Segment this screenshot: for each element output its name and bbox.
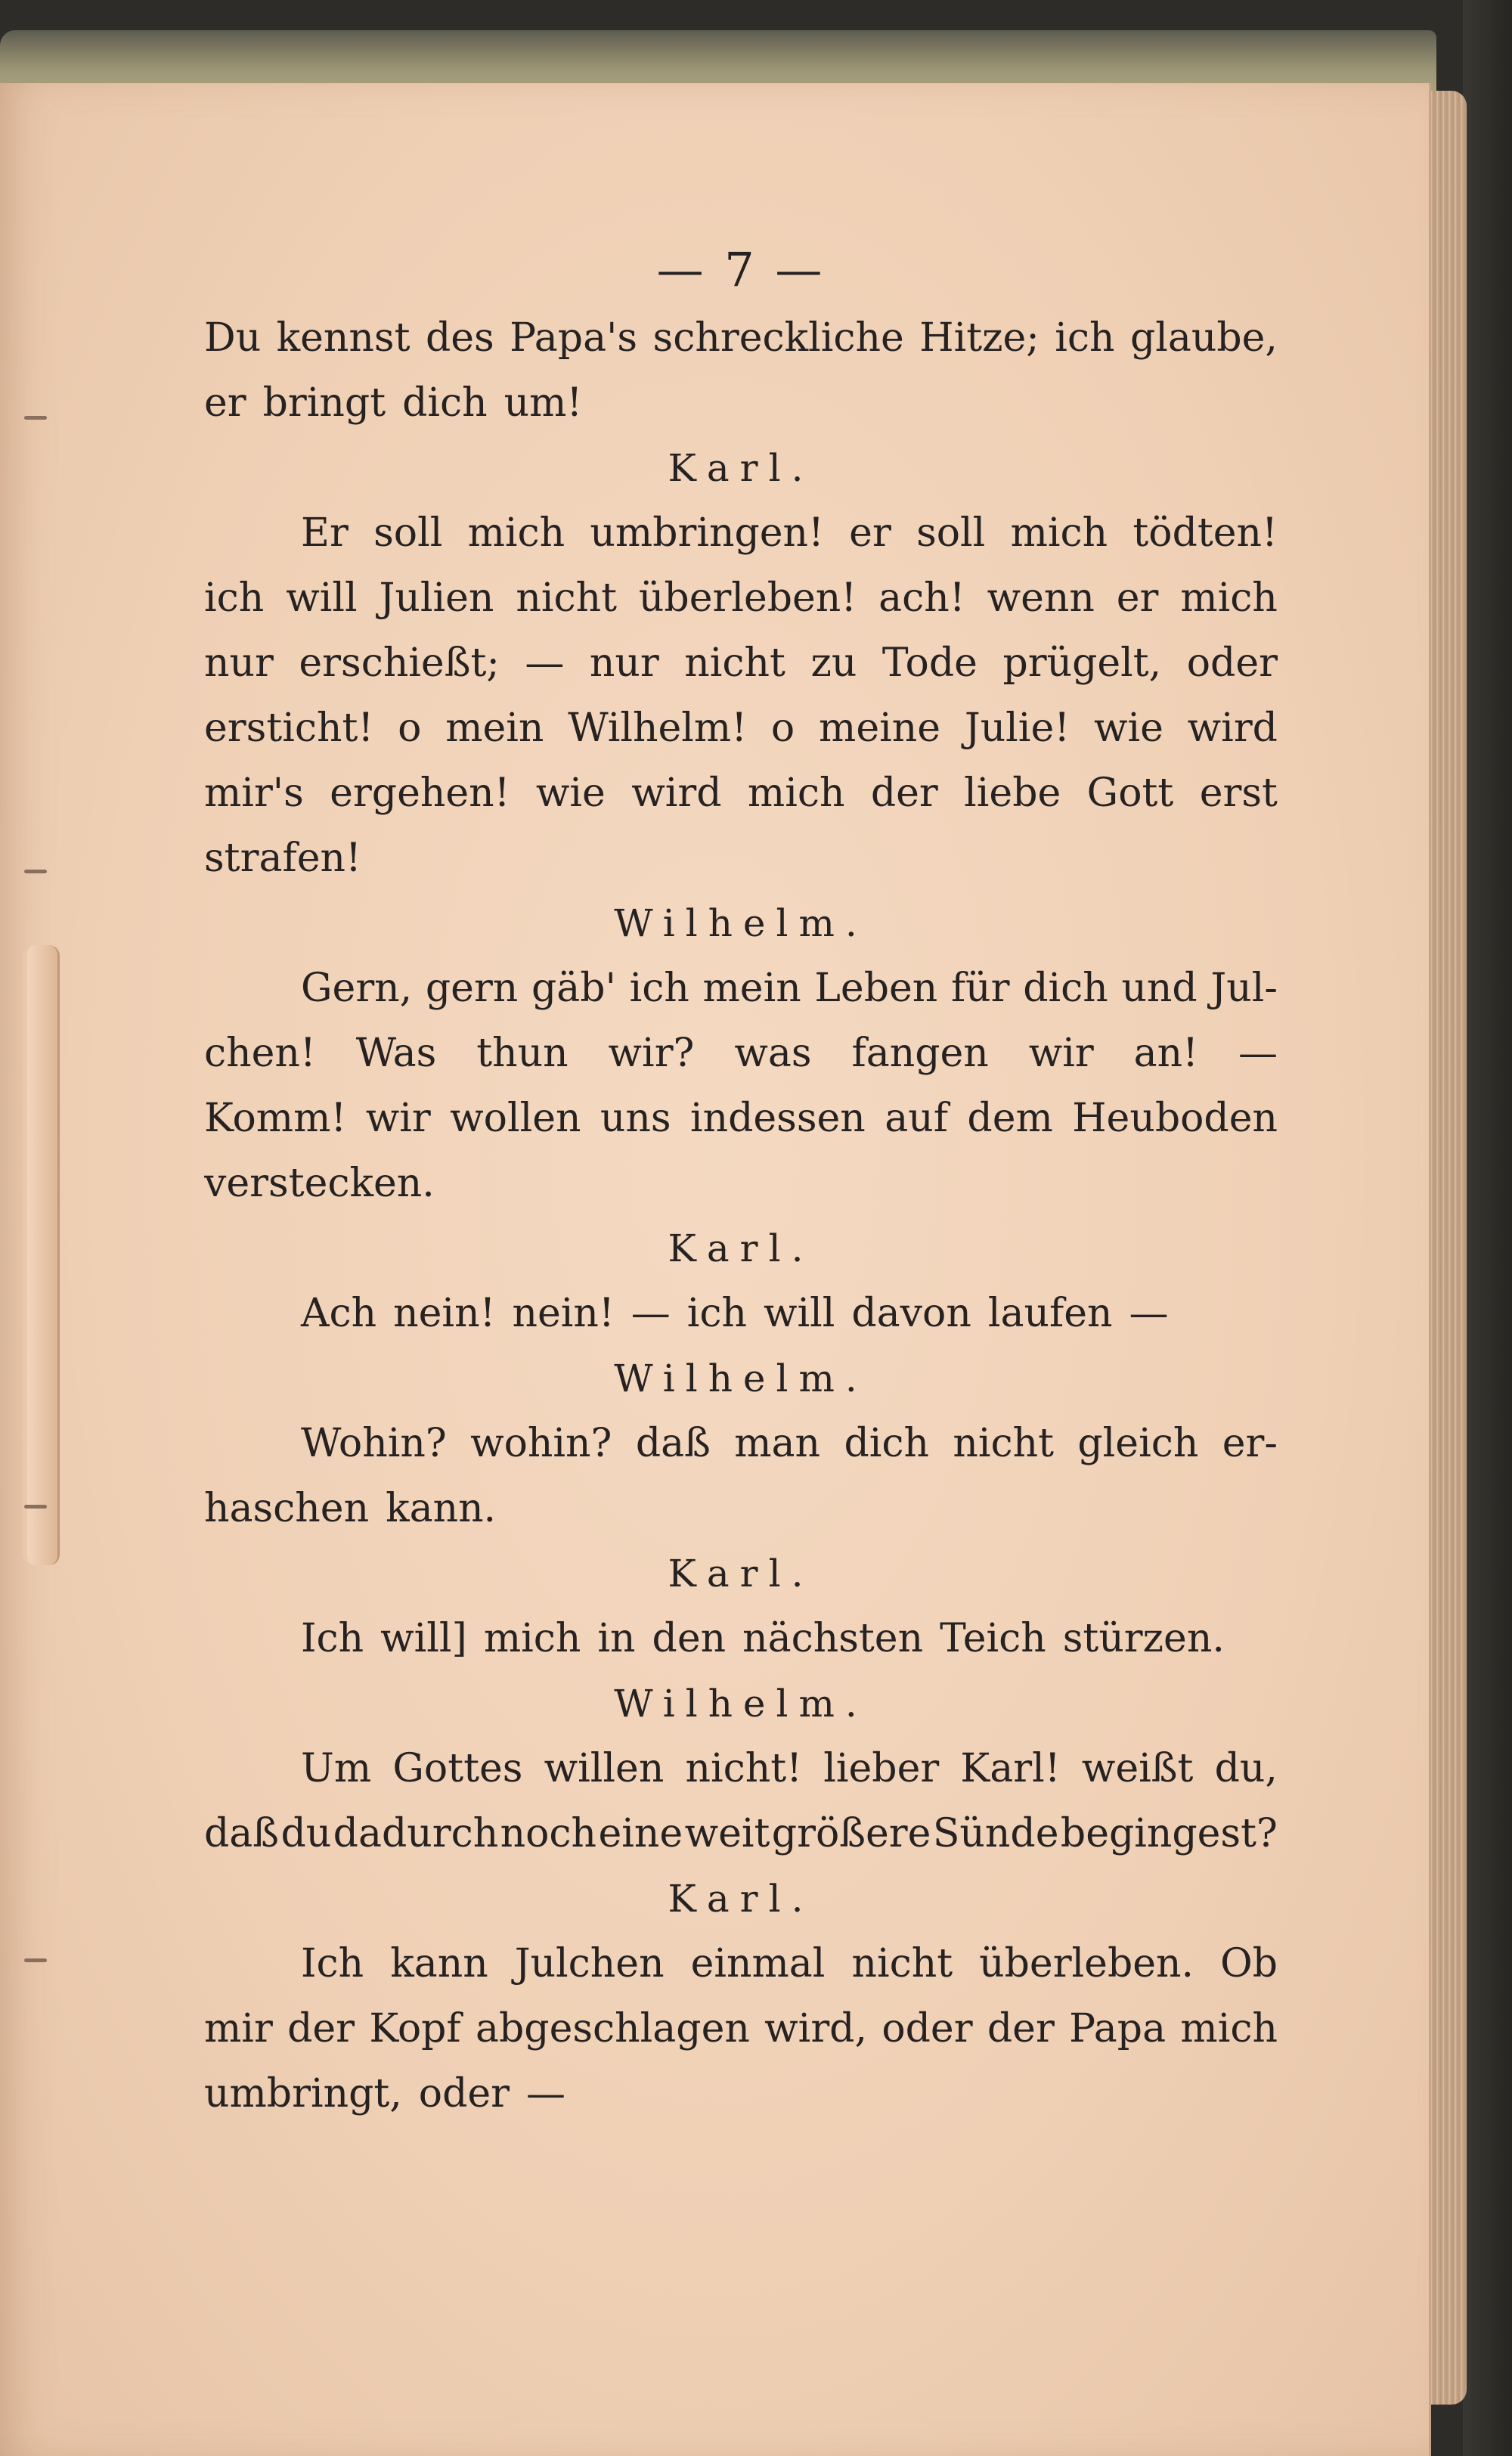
word: ich xyxy=(1055,315,1115,361)
word: wie xyxy=(1093,705,1163,751)
word: nur xyxy=(589,640,659,686)
word: haschen xyxy=(204,1486,370,1531)
word: begingest? xyxy=(1060,1811,1278,1856)
word: umbringen! xyxy=(590,510,824,556)
word: oder xyxy=(1186,640,1278,686)
word: mich xyxy=(1180,575,1278,621)
word: mir xyxy=(204,2006,273,2051)
word: Papa xyxy=(1069,2006,1167,2051)
speaker-name: Wilhelm. xyxy=(614,901,868,945)
word: will xyxy=(286,575,358,621)
word: mich xyxy=(1010,510,1108,556)
binding-stitch xyxy=(24,416,47,420)
word: nicht xyxy=(851,1941,953,1986)
word: ich xyxy=(629,966,689,1011)
word: wird xyxy=(1187,705,1278,751)
word: Papa's xyxy=(510,315,638,361)
text-line xyxy=(204,1021,1278,1086)
word: weißt xyxy=(1081,1746,1194,1791)
word: Hitze; xyxy=(919,315,1040,361)
word: an! xyxy=(1133,1031,1199,1076)
word: für xyxy=(950,966,1010,1011)
text-line xyxy=(204,305,1278,371)
word: soll xyxy=(373,510,443,556)
word: Ob xyxy=(1220,1941,1278,1986)
word: — xyxy=(525,640,565,686)
word: kann xyxy=(390,1941,488,1986)
word: ach! xyxy=(878,575,965,621)
word: Ich xyxy=(301,1941,364,1986)
word: er xyxy=(849,510,891,556)
word: oder xyxy=(418,2071,510,2116)
word: will xyxy=(763,1291,835,1336)
word: nicht! xyxy=(685,1746,803,1791)
word: was xyxy=(734,1031,812,1076)
word: er xyxy=(204,380,246,426)
word: nein! xyxy=(393,1291,496,1336)
word: thun xyxy=(476,1031,569,1076)
speaker-name: Wilhelm. xyxy=(614,1682,868,1726)
word: Julchen xyxy=(514,1941,665,1986)
text-line xyxy=(204,371,1278,436)
word: mein xyxy=(702,966,801,1011)
word: wir? xyxy=(608,1031,695,1076)
word: daß xyxy=(635,1421,711,1466)
speaker-name: Karl. xyxy=(668,446,814,490)
text-block xyxy=(204,242,1278,2126)
word: weit xyxy=(684,1811,770,1856)
word: nächsten xyxy=(742,1616,924,1661)
word: erst xyxy=(1199,771,1278,816)
word: tödten! xyxy=(1132,510,1278,556)
word: mich xyxy=(467,510,565,556)
word: Gern, xyxy=(301,966,413,1011)
word: soll xyxy=(916,510,986,556)
word: um! xyxy=(503,380,583,426)
word: — xyxy=(1129,1291,1169,1336)
word: Gott xyxy=(1086,771,1174,816)
word: gern xyxy=(425,966,519,1011)
word: o xyxy=(398,705,422,751)
word: Wohin? xyxy=(301,1421,447,1466)
text-line xyxy=(204,1086,1278,1151)
word: wird, xyxy=(764,2006,867,2051)
speaker-name: Karl. xyxy=(668,1226,814,1270)
word: — xyxy=(631,1291,671,1336)
word: chen! xyxy=(204,1031,316,1076)
word: er xyxy=(1116,575,1159,621)
word: noch xyxy=(500,1811,597,1856)
word: Um xyxy=(301,1746,372,1791)
word: dich xyxy=(844,1421,929,1466)
word: dadurch xyxy=(333,1811,499,1856)
text-line xyxy=(204,1801,1278,1866)
word: o xyxy=(770,705,795,751)
word: überleben. xyxy=(979,1941,1194,1986)
word: prügelt, xyxy=(1002,640,1162,686)
word: indessen xyxy=(689,1096,866,1141)
word: abgeschlagen xyxy=(476,2006,750,2051)
text-line xyxy=(204,761,1278,826)
word: glaube, xyxy=(1129,315,1278,361)
text-line xyxy=(204,501,1278,566)
word: und xyxy=(1121,966,1198,1011)
word: dem xyxy=(967,1096,1053,1141)
word: nicht xyxy=(953,1421,1054,1466)
word: mir's xyxy=(204,771,304,816)
word: meine xyxy=(819,705,941,751)
word: dich xyxy=(402,380,488,426)
word: wie xyxy=(535,771,606,816)
word: Julien xyxy=(379,575,494,621)
word: einmal xyxy=(690,1941,826,1986)
speaker-name: Karl. xyxy=(668,1877,814,1921)
word: Was xyxy=(355,1031,437,1076)
text-lines xyxy=(204,305,1278,2126)
word: mich xyxy=(483,1616,581,1661)
word: dich xyxy=(1023,966,1108,1011)
word: Wilhelm! xyxy=(568,705,748,751)
word: wir xyxy=(365,1096,431,1141)
word: mich xyxy=(747,771,845,816)
word: den xyxy=(652,1616,727,1661)
word: wollen xyxy=(450,1096,581,1141)
word: eine xyxy=(598,1811,683,1856)
word: wir xyxy=(1028,1031,1094,1076)
word: Leben xyxy=(814,966,938,1011)
word: — xyxy=(526,2071,566,2116)
word: ersticht! xyxy=(204,705,374,751)
word: nicht xyxy=(516,575,617,621)
word: du xyxy=(280,1811,332,1856)
word: Er xyxy=(301,510,349,556)
speaker-name: Wilhelm. xyxy=(614,1357,868,1400)
word: der xyxy=(987,2006,1055,2051)
text-line xyxy=(204,696,1278,761)
text-line xyxy=(204,956,1278,1021)
word: nein! xyxy=(512,1291,615,1336)
word: zu xyxy=(810,640,857,686)
binding-stitch xyxy=(24,1505,47,1509)
text-line xyxy=(204,1996,1278,2061)
text-line xyxy=(204,566,1278,631)
text-line xyxy=(204,631,1278,696)
text-line xyxy=(204,1736,1278,1801)
word: fangen xyxy=(851,1031,989,1076)
word: kann. xyxy=(386,1486,497,1531)
word: laufen xyxy=(987,1291,1113,1336)
text-line xyxy=(204,826,1278,891)
word: er- xyxy=(1222,1421,1278,1466)
word: mich xyxy=(1180,2006,1278,2051)
word: wohin? xyxy=(470,1421,612,1466)
word: ich xyxy=(686,1291,747,1336)
word: uns xyxy=(600,1096,671,1141)
word: der xyxy=(287,2006,355,2051)
word: nicht xyxy=(684,640,785,686)
word: kennst xyxy=(276,315,411,361)
word: Karl! xyxy=(960,1746,1061,1791)
text-line xyxy=(204,1151,1278,1216)
binding-stitch xyxy=(24,870,47,873)
text-line xyxy=(204,2061,1278,2126)
word: Du xyxy=(204,315,262,361)
word: wird xyxy=(631,771,722,816)
word: daß xyxy=(204,1811,280,1856)
word: davon xyxy=(851,1291,971,1336)
word: bringt xyxy=(262,380,386,426)
word: Teich xyxy=(940,1616,1046,1661)
word: oder xyxy=(881,2006,973,2051)
word: schreckliche xyxy=(652,315,904,361)
word: willen xyxy=(544,1746,665,1791)
word: lieber xyxy=(823,1746,940,1791)
text-line xyxy=(204,1606,1278,1671)
word: Sünde xyxy=(932,1811,1059,1856)
word: überleben! xyxy=(638,575,857,621)
word: erschießt; xyxy=(299,640,500,686)
word: will] xyxy=(380,1616,467,1661)
word: Ich xyxy=(301,1616,364,1661)
word: gäb' xyxy=(531,966,616,1011)
speaker-name: Karl. xyxy=(668,1552,814,1595)
page-number: — 7 — xyxy=(656,242,826,297)
word: Kopf xyxy=(369,2006,461,2051)
word: wenn xyxy=(987,575,1095,621)
word: verstecken. xyxy=(204,1161,435,1206)
word: ergehen! xyxy=(330,771,510,816)
word: des xyxy=(425,315,494,361)
word: der xyxy=(870,771,938,816)
word: Gottes xyxy=(392,1746,523,1791)
word: Komm! xyxy=(204,1096,347,1141)
word: man xyxy=(734,1421,821,1466)
word: stürzen. xyxy=(1062,1616,1225,1661)
word: Heuboden xyxy=(1072,1096,1278,1141)
word: Tode xyxy=(881,640,978,686)
word: in xyxy=(597,1616,636,1661)
binding-fold xyxy=(23,945,60,1565)
word: Julie! xyxy=(964,705,1070,751)
word: strafen! xyxy=(204,836,361,881)
word: gleich xyxy=(1077,1421,1199,1466)
word: mein xyxy=(445,705,544,751)
text-line xyxy=(204,1411,1278,1476)
word: — xyxy=(1238,1031,1278,1076)
word: umbringt, xyxy=(204,2071,402,2116)
word: Jul- xyxy=(1210,966,1278,1011)
word: ich xyxy=(204,575,265,621)
binding-stitch xyxy=(24,1958,47,1962)
text-line xyxy=(204,1281,1278,1346)
word: größere xyxy=(771,1811,931,1856)
word: du, xyxy=(1214,1746,1278,1791)
word: liebe xyxy=(964,771,1061,816)
text-line xyxy=(204,1931,1278,1996)
word: Ach xyxy=(301,1291,377,1336)
text-line xyxy=(204,1476,1278,1541)
word: nur xyxy=(204,640,274,686)
word: auf xyxy=(885,1096,948,1141)
